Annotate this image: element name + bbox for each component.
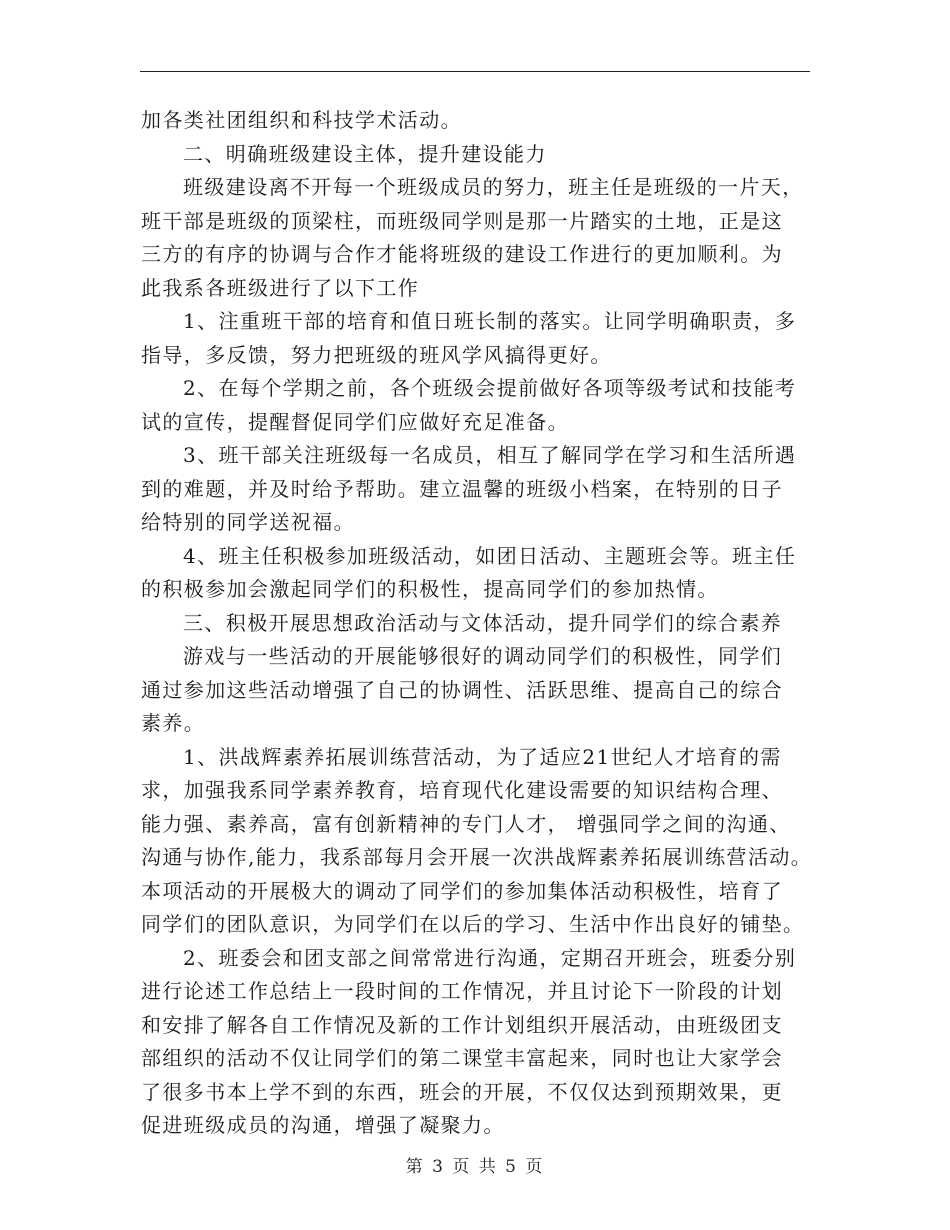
text-line: 能力强、素养高，富有创新精神的专门人才， 增强同学之间的沟通、 (141, 811, 791, 836)
text-line: 部组织的活动不仅让同学们的第二课堂丰富起来，同时也让大家学会 (141, 1046, 783, 1070)
text-line: 进行论述工作总结上一段时间的工作情况，并且讨论下一阶段的计划 (141, 979, 783, 1003)
text-line: 和安排了解各自工作情况及新的工作计划组织开展活动，由班级团支 (141, 1012, 783, 1037)
text-line: 1、注重班干部的培育和值日班长制的落实。让同学明确职责，多 (183, 309, 797, 333)
text-line: 1、洪战辉素养拓展训练营活动，为了适应21世纪人才培育的需 (183, 744, 782, 769)
text-line: 的积极参加会激起同学们的积极性，提高同学们的参加热情。 (141, 577, 719, 601)
text-line: 三、积极开展思想政治活动与文体活动，提升同学们的综合素养 (183, 610, 783, 635)
text-line: 了很多书本上学不到的东西，班会的开展，不仅仅达到预期效果，更 (141, 1079, 783, 1104)
text-line: 3、班干部关注班级每一名成员，相互了解同学在学习和生活所遇 (183, 443, 797, 467)
text-line: 本项活动的开展极大的调动了同学们的参加集体活动积极性，培育了 (141, 878, 783, 903)
text-line: 促进班级成员的沟通，增强了凝聚力。 (141, 1113, 505, 1137)
text-line: 加各类社团组织和科技学术活动。 (141, 108, 462, 132)
text-line: 到的难题，并及时给予帮助。建立温馨的班级小档案，在特别的日子 (141, 476, 783, 501)
text-line: 通过参加这些活动增强了自己的协调性、活跃思维、提高自己的综合 (141, 677, 783, 702)
text-line: 同学们的团队意识，为同学们在以后的学习、生活中作出良好的铺垫。 (141, 912, 805, 936)
text-line: 2、班委会和团支部之间常常进行沟通，定期召开班会，班委分别 (183, 945, 797, 970)
document-body (141, 104, 831, 1143)
text-line: 游戏与一些活动的开展能够很好的调动同学们的积极性，同学们 (183, 644, 783, 668)
text-line: 2、在每个学期之前，各个班级会提前做好各项等级考试和技能考 (183, 376, 797, 400)
text-line: 沟通与协作,能力，我系部每月会开展一次洪战辉素养拓展训练营活动。 (141, 845, 813, 869)
page-number: 第 3 页 共 5 页 (405, 1157, 545, 1177)
text-line: 试的宣传，提醒督促同学们应做好充足准备。 (141, 409, 569, 434)
text-line: 二、明确班级建设主体，提升建设能力 (183, 141, 547, 166)
text-line: 素养。 (141, 711, 206, 735)
text-line: 班级建设离不开每一个班级成员的努力，班主任是班级的一片天， (183, 175, 804, 199)
header-rule (140, 71, 810, 72)
text-line: 三方的有序的协调与合作才能将班级的建设工作进行的更加顺利。为 (141, 242, 783, 266)
text-line: 指导，多反馈，努力把班级的班风学风搞得更好。 (141, 342, 612, 367)
text-line: 此我系各班级进行了以下工作 (141, 275, 420, 300)
text-line: 求，加强我系同学素养教育，培育现代化建设需要的知识结构合理、 (141, 778, 783, 802)
text-line: 给特别的同学送祝福。 (141, 510, 355, 534)
text-line: 班干部是班级的顶梁柱，而班级同学则是那一片踏实的土地，正是这 (141, 208, 783, 233)
text-line: 4、班主任积极参加班级活动，如团日活动、主题班会等。班主任 (183, 543, 797, 568)
